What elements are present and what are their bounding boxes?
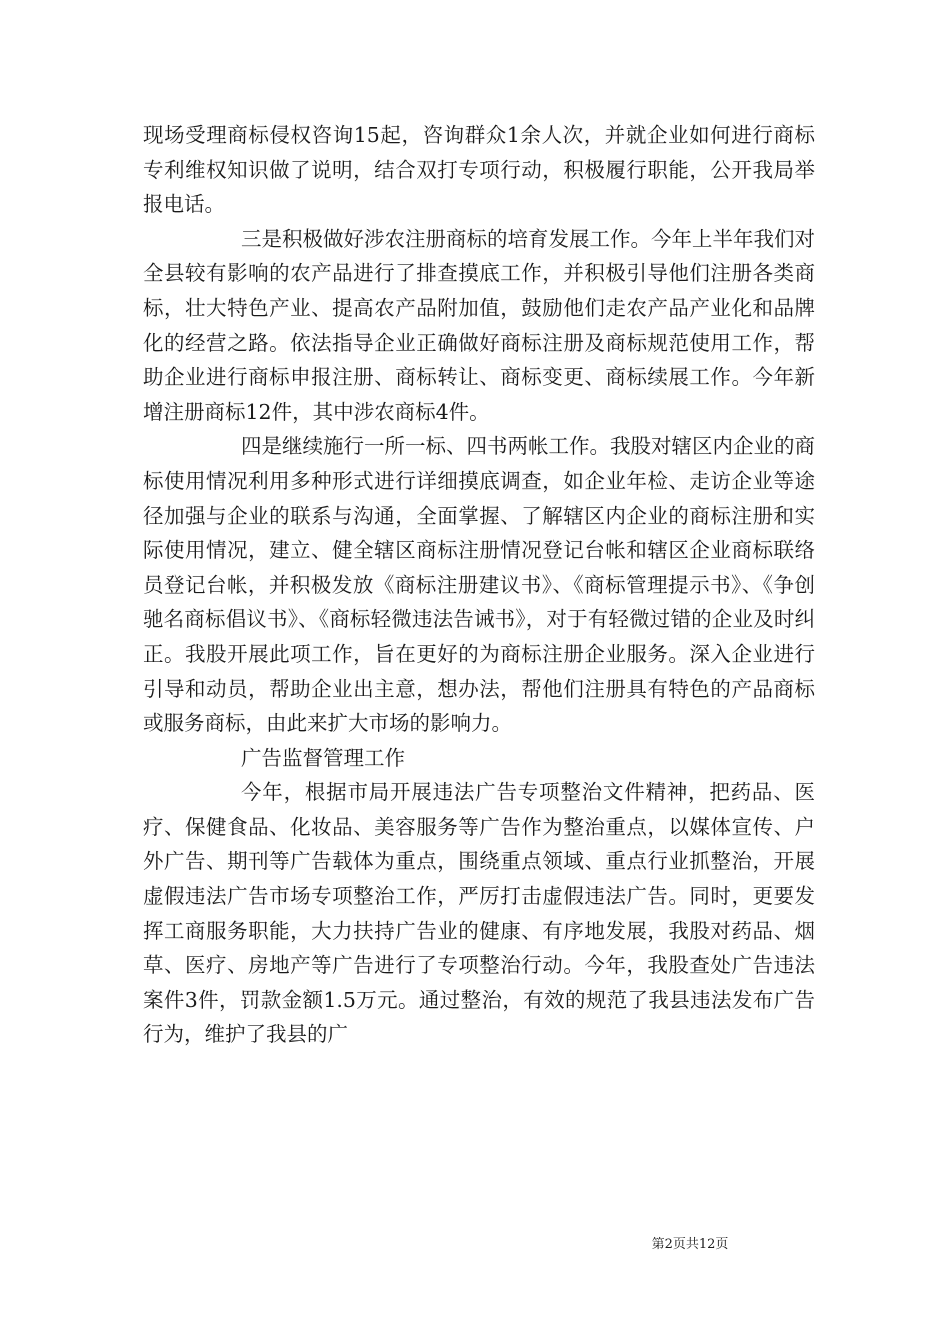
document-body: [143, 118, 815, 1052]
paragraph-1: 现场受理商标侵权咨询15起，咨询群众1余人次，并就企业如何进行商标专利维权知识做了说明，结合双打专项行动，积极履行职能，公开我局举报电话。: [143, 123, 815, 217]
section-paragraph-1: 今年，根据市局开展违法广告专项整治文件精神，把药品、医疗、保健食品、化妆品、美容服务等广告作为整治重点，以媒体宣传、户外广告、期刊等广告载体为重点，围绕重点领域、重点行业抓整治，开展虚假违法广告市场专项整治工作，严厉打击虚假违法广告。同时，更要发挥工商服务职能，大力扶持广告业的健康、有序地发展，我股对药品、烟草、医疗、房地产等广告进行了专项整治行动。今年，我股查处广告违法案件3件，罚款金额1.5万元。通过整治，有效的规范了我县违法发布广告行为，维护了我县的广: [143, 780, 815, 1047]
paragraph-3: 四是继续施行一所一标、四书两帐工作。我股对辖区内企业的商标使用情况利用多种形式进行详细摸底调查，如企业年检、走访企业等途径加强与企业的联系与沟通，全面掌握、了解辖区内企业的商标注册和实际使用情况，建立、健全辖区商标注册情况登记台帐和辖区企业商标联络员登记台帐，并积极发放《商标注册建议书》、《商标管理提示书》、《争创驰名商标倡议书》、《商标轻微违法告诫书》，对于有轻微过错的企业及时纠正。我股开展此项工作，旨在更好的为商标注册企业服务。深入企业进行引导和动员，帮助企业出主意，想办法，帮他们注册具有特色的产品商标或服务商标，由此来扩大市场的影响力。: [143, 434, 815, 736]
paragraph-2: 三是积极做好涉农注册商标的培育发展工作。今年上半年我们对全县较有影响的农产品进行了排查摸底工作，并积极引导他们注册各类商标，壮大特色产业、提高农产品附加值，鼓励他们走农产品产业化和品牌化的经营之路。依法指导企业正确做好商标注册及商标规范使用工作，帮助企业进行商标申报注册、商标转让、商标变更、商标续展工作。今年新增注册商标12件，其中涉农商标4件。: [143, 226, 815, 424]
page-number: 第2页共12页: [651, 1237, 729, 1252]
page-footer: [0, 1236, 950, 1254]
section-heading: 广告监督管理工作: [241, 745, 405, 770]
